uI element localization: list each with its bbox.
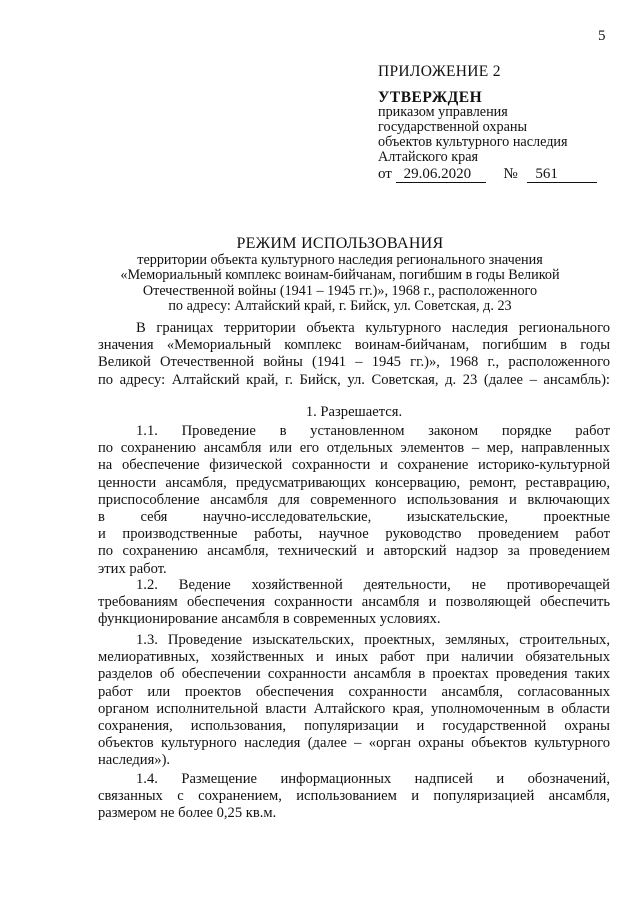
text-line: связанных с сохранением, использованием и популяризацией ансамбля,: [98, 788, 610, 805]
title-line: территории объекта культурного наследия регионального значения: [137, 251, 543, 268]
text-line: разделов об обеспечении сохранности ансамбля в проектах проведения таких: [98, 666, 610, 683]
text-line: объектов культурного наследия (далее – «орган охраны объектов культурного: [98, 735, 610, 752]
intro-paragraph: [98, 320, 610, 389]
text-line: на обеспечение физической сохранности и сохранение историко-культурной: [98, 457, 610, 474]
text-line: этих работ.: [98, 560, 167, 577]
title-heading: РЕЖИМ ИСПОЛЬЗОВАНИЯ: [236, 235, 444, 252]
text-line: по адресу: Алтайский край, г. Бийск, ул. Советская, д. 23 (далее – ансамбль):: [98, 371, 610, 388]
text-line: ценности ансамбля, предусматривающих консервацию, ремонт, реставрацию,: [98, 474, 610, 491]
title-line: Отечественной войны (1941 – 1945 гг.)», 1968 г., расположенного: [142, 282, 538, 299]
item-1-3: [98, 632, 610, 770]
text-line: В границах территории объекта культурного наследия регионального: [136, 320, 610, 336]
item-1-1: [98, 423, 610, 578]
title-line: по адресу: Алтайский край, г. Бийск, ул. Советская, д. 23: [168, 298, 512, 315]
text-line: по сохранению ансамбля или его отдельных элементов – мер, направленных: [98, 440, 610, 457]
text-line: значения «Мемориальный комплекс воинам-бийчанам, погибшим в годы: [98, 337, 610, 354]
order-reference: [378, 167, 628, 183]
order-date: 29.06.2020: [396, 167, 486, 183]
text-line: мелиоративных, хозяйственных и иных работ при наличии обязательных: [98, 649, 610, 666]
text-line: наследия»).: [98, 752, 171, 769]
approval-line: приказом управления: [378, 104, 508, 120]
text-line: 1.2. Ведение хозяйственной деятельности, не противоречащей: [136, 577, 610, 593]
approval-line: объектов культурного наследия: [378, 134, 568, 150]
text-line: работ или проектов обеспечения сохранности ансамбля, согласованных: [98, 683, 610, 700]
text-line: 1.4. Размещение информационных надписей и обозначений,: [136, 771, 610, 787]
approval-stamp-block: [378, 64, 628, 183]
text-line: функционирование ансамбля в современных условиях.: [98, 611, 441, 628]
approval-line: государственной охраны: [378, 119, 528, 135]
text-line: по сохранению ансамбля, технический и авторский надзор за проведением: [98, 543, 610, 560]
page-number: 5: [598, 28, 606, 44]
text-line: сохранения, использования, популяризации и государственной охраны: [98, 718, 610, 735]
text-line: и производственные работы, научное руководство проведением работ: [98, 526, 610, 543]
item-1-4: [98, 771, 610, 823]
text-line: размером не более 0,25 кв.м.: [98, 805, 277, 822]
text-line: в себя научно-исследовательские, изыскательские, проектные: [98, 509, 610, 526]
text-line: Великой Отечественной войны (1941 – 1945 гг.)», 1968 г., расположенного: [98, 354, 610, 371]
text-line: требованиям обеспечения сохранности ансамбля и позволяющей обеспечить: [98, 594, 610, 611]
approved-label: УТВЕРЖДЕН: [378, 89, 483, 106]
from-label: от: [378, 166, 392, 182]
document-title: [60, 236, 620, 315]
number-sign: №: [503, 166, 518, 182]
section-heading-block: [98, 404, 610, 421]
text-line: приспособление ансамбля для современного использования и включающих: [98, 491, 610, 508]
appendix-label: ПРИЛОЖЕНИЕ 2: [378, 63, 501, 80]
text-line: 1.1. Проведение в установленном законом порядке работ: [136, 423, 610, 439]
item-1-2: [98, 577, 610, 629]
approval-line: Алтайского края: [378, 149, 479, 165]
text-line: органом исполнительной власти Алтайского края, уполномоченным в области: [98, 700, 610, 717]
section-heading: 1. Разрешается.: [305, 404, 403, 420]
text-line: 1.3. Проведение изыскательских, проектных, земляных, строительных,: [136, 632, 610, 648]
order-number: 561: [527, 167, 597, 183]
title-line: «Мемориальный комплекс воинам-бийчанам, погибшим в годы Великой: [120, 267, 560, 284]
